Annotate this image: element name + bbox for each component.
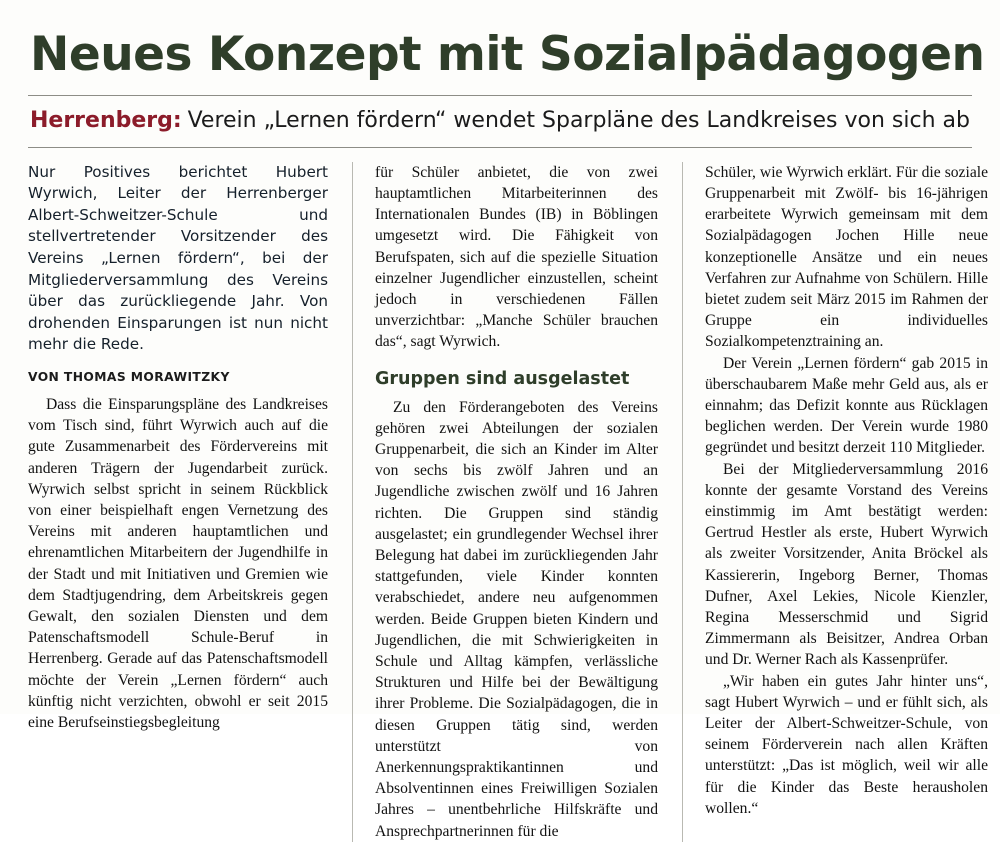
paragraph: Dass die Einsparungspläne des Landkreises vom Tisch sind, führt Wyrwich auch auf die gute Zusammenarbeit des Fördervereins mit anderen Trägern der Jugendarbeit zurück. Wyrwich selbst spricht in seinem Rückblick von einer beispielhaft engen Vernetzung des Vereins mit anderen hauptamtlichen und ehrenamtlichen Mitarbeitern der Jugendhilfe in der Stadt und mit Initiativen und Gremien wie dem Stadtjugendring, dem Arbeitskreis gegen Gewalt, den sozialen Diensten und dem Patenschaftsmodell Schule-Beruf in Herrenberg. Gerade auf das Patenschaftsmodell möchte der Verein „Lernen fördern“ auch künftig nicht verzichten, obwohl er seit 2015 eine Berufseinstiegsbegleitung [28,395,328,731]
column-left [28,162,328,842]
subheadline-text: Verein „Lernen fördern“ wendet Sparpläne des Landkreises von sich ab [187,108,970,134]
paragraph: für Schüler anbietet, die von zwei hauptamtlichen Mitarbeiterinnen des Internationalen Bundes (IB) in Böblingen umgesetzt wird. Die Fähigkeit von Berufspaten, sich auf die spezielle Situation einzelner Jugendlicher einzustellen, scheint jedoch in verschiedenen Fällen unverzichtbar: „Manche Schüler brauchen das“, sagt Wyrwich. [375,163,658,351]
article-columns [28,162,988,842]
paragraph: Der Verein „Lernen fördern“ gab 2015 in überschaubarem Maße mehr Geld aus, als er einnahm; das Defizit konnte aus Rücklagen beglichen werden. Der Verein wurde 1980 gegründet und besitzt derzeit 110 Mitglieder. [705,354,988,457]
subheadline-place: Herrenberg: [30,108,182,134]
paragraph: „Wir haben ein gutes Jahr hinter uns“, sagt Hubert Wyrwich – und er fühlt sich, als Leiter der Albert-Schweitzer-Schule, von seinem Förderverein nach allen Kräften unterstützt: „Das ist möglich, weil wir alle für die Kinder das Beste herausholen wollen.“ [705,672,988,817]
page-title: Neues Konzept mit Sozialpädagogen [30,27,985,82]
subheadline [30,106,974,134]
divider-top [28,95,972,96]
article-lede: Nur Positives berichtet Hubert Wyrwich, Leiter der Herrenberger Albert-Schweitzer-Schule und stellvertretender Vorsitzender des Vereins „Lernen fördern“, bei der Mitgliederversammlung des Vereins über das zurückliegende Jahr. Von drohenden Einsparungen ist nun nicht mehr die Rede. [28,162,328,354]
section-heading: Gruppen sind ausgelastet [375,368,630,389]
column-middle [352,162,658,842]
paragraph: Bei der Mitgliederversammlung 2016 konnte der gesamte Vorstand des Vereins einstimmig im Amt bestätigt werden: Gertrud Hestler als erste, Hubert Wyrwich als zweiter Vorsitzender, Anita Bröckel als Kassiererin, Ingeborg Berner, Thomas Dufner, Axel Lekies, Nicole Kienzler, Regina Messerschmid und Sigrid Zimmermann als Beisitzer, Andrea Orban und Dr. Werner Rach als Kassenprüfer. [705,460,988,669]
paragraph: Zu den Förderangeboten des Vereins gehören zwei Abteilungen der sozialen Gruppenarbeit, die sich an Kinder im Alter von sechs bis zwölf Jahren und an Jugendliche zwischen zwölf und 16 Jahren richten. Die Gruppen sind ständig ausgelastet; ein grundlegender Wechsel ihrer Belegung hat dabei im zurückliegenden Jahr stattgefunden, viele Kinder konnten verabschiedet, andere neu aufgenommen werden. Beide Gruppen bieten Kindern und Jugendlichen, die mit Schwierigkeiten in Schule und Alltag kämpfen, verlässliche Strukturen und Hilfe bei der Bewältigung ihrer Probleme. Die Sozialpädagogen, die in diesen Gruppen tätig sind, werden unterstützt von Anerkennungspraktikantinnen und Absolventinnen eines Freiwilligen Sozialen Jahres – unentbehrliche Hilfskräfte und Ansprechpartnerinnen für die [375,398,658,840]
byline: VON THOMAS MORAWITZKY [28,369,230,384]
divider-second [28,147,972,148]
paragraph: Schüler, wie Wyrwich erklärt. Für die soziale Gruppenarbeit mit Zwölf- bis 16-jährigen erarbeitete Wyrwich gemeinsam mit dem Sozialpädagogen Jochen Hille neue konzeptionelle Ansätze und ein neues Verfahren zur Aufnahme von Schülern. Hille bietet zudem seit März 2015 im Rahmen der Gruppe ein individuelles Sozialkompetenztraining an. [705,163,988,351]
column-right [682,162,988,842]
